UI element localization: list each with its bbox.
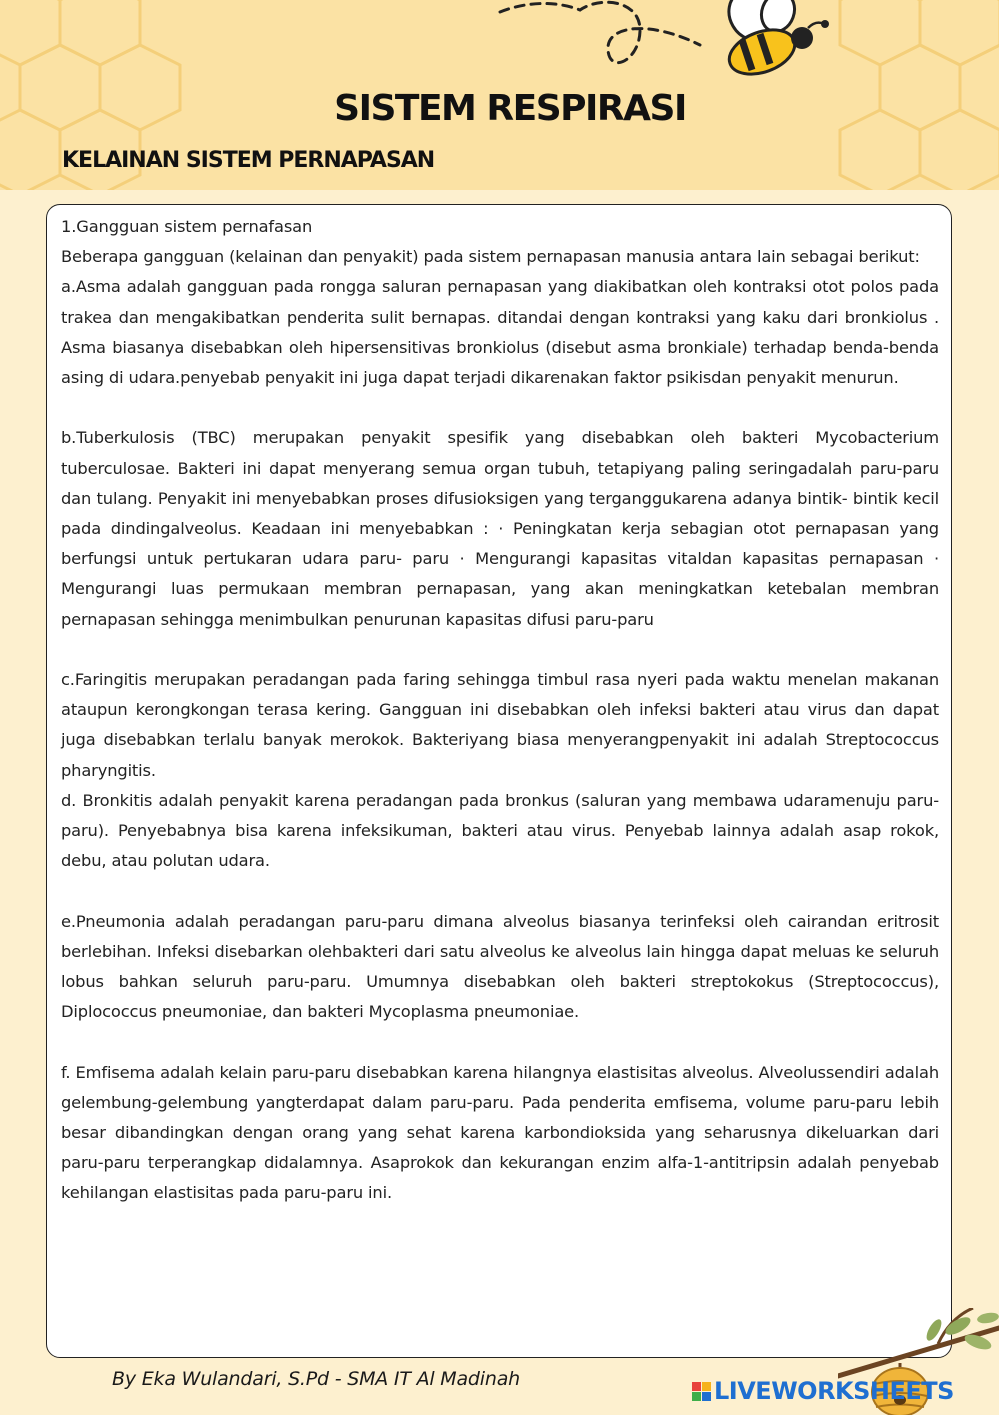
paragraph-faringitis: c.Faringitis merupakan peradangan pada faring sehingga timbul rasa nyeri pada waktu menelan makanan ataupun kerongkongan terasa kering. Gangguan ini disebabkan oleh infeksi bakteri atau virus dan dapat juga disebabkan terlalu banyak merokok. Bakteriyang biasa menyerangpenyakit ini adalah Streptococcus pharyngitis.: [61, 670, 939, 780]
page-title: SISTEM RESPIRASI: [334, 88, 686, 129]
paragraph-tbc: b.Tuberkulosis (TBC) merupakan penyakit spesifik yang disebabkan oleh bakteri Mycobacterium tuberculosae. Bakteri ini dapat menyerang semua organ tubuh, tetapiyang paling seringadalah paru-paru dan tulang. Penyakit ini menyebabkan proses difusioksigen yang terganggukarena adanya bintik- bintik kecil pada dindingalveolus. Keadaan ini menyebabkan : · Peningkatan kerja sebagian otot pernapasan yang berfungsi untuk pertukaran udara paru- paru · Mengurangi kapasitas vitaldan kapasitas pernapasan · Mengurangi luas permukaan membran pernapasan, yang akan meningkatkan ketebalan membran pernapasan sehingga menimbulkan penurunan kapasitas difusi paru-paru: [61, 428, 939, 629]
logo-square-blue: [702, 1392, 711, 1401]
paragraph-spacer: [61, 876, 939, 906]
paragraph-bronkitis: d. Bronkitis adalah penyakit karena peradangan pada bronkus (saluran yang membawa udaramenuju paru-paru). Penyebabnya bisa karena infeksikuman, bakteri atau virus. Penyebab lainnya adalah asap rokok, debu, atau polutan udara.: [61, 790, 939, 871]
paragraph-spacer: [61, 1027, 939, 1057]
liveworksheets-logo[interactable]: [692, 1374, 954, 1408]
logo-square-red: [692, 1382, 701, 1391]
logo-text: LIVEWORKSHEETS: [714, 1377, 954, 1405]
content-text: [61, 212, 939, 1209]
logo-square-green: [692, 1392, 701, 1401]
logo-square-yellow: [702, 1382, 711, 1391]
paragraph-spacer: [61, 393, 939, 423]
logo-squares-icon: [692, 1382, 711, 1401]
paragraph-emfisema: f. Emfisema adalah kelain paru-paru disebabkan karena hilangnya elastisitas alveolus. Alveolussendiri adalah gelembung-gelembung yangterdapat dalam paru-paru. Pada penderita emfisema, volume paru-paru lebih besar dibandingkan dengan orang yang sehat karena karbondioksida yang seharusnya dikeluarkan dari paru-paru terperangkap didalamnya. Asaprokok dan kekurangan enzim alfa-1-antitripsin adalah penyebab kehilangan elastisitas pada paru-paru ini.: [61, 1062, 939, 1203]
heading-gangguan: 1.Gangguan sistem pernafasan: [61, 217, 313, 236]
paragraph-pneumonia: e.Pneumonia adalah peradangan paru-paru dimana alveolus biasanya terinfeksi oleh cairandan eritrosit berlebihan. Infeksi disebarkan olehbakteri dari satu alveolus ke alveolus lain hingga dapat meluas ke seluruh lobus bahkan seluruh paru-paru. Umumnya disebabkan oleh bakteri streptokokus (Streptococcus), Diplococcus pneumoniae, dan bakteri Mycoplasma pneumoniae.: [61, 911, 939, 1022]
content-box: [46, 204, 952, 1358]
bee-icon: [490, 0, 850, 100]
paragraph-spacer: [61, 635, 939, 665]
page-subtitle: KELAINAN SISTEM PERNAPASAN: [62, 148, 435, 173]
paragraph-asma: a.Asma adalah gangguan pada rongga saluran pernapasan yang diakibatkan oleh kontraksi otot polos pada trakea dan mengakibatkan penderita sulit bernapas. ditandai dengan kontraksi yang kaku dari bronkiolus . Asma biasanya disebabkan oleh hipersensitivas bronkiolus (disebut asma bronkiale) terhadap benda-benda asing di udara.penyebab penyakit ini juga dapat terjadi dikarenakan faktor psikisdan penyakit menurun.: [61, 277, 939, 388]
author-credit: By Eka Wulandari, S.Pd - SMA IT Al Madinah: [112, 1368, 520, 1390]
paragraph-intro: Beberapa gangguan (kelainan dan penyakit) pada sistem pernapasan manusia antara lain sebagai berikut:: [61, 247, 920, 267]
